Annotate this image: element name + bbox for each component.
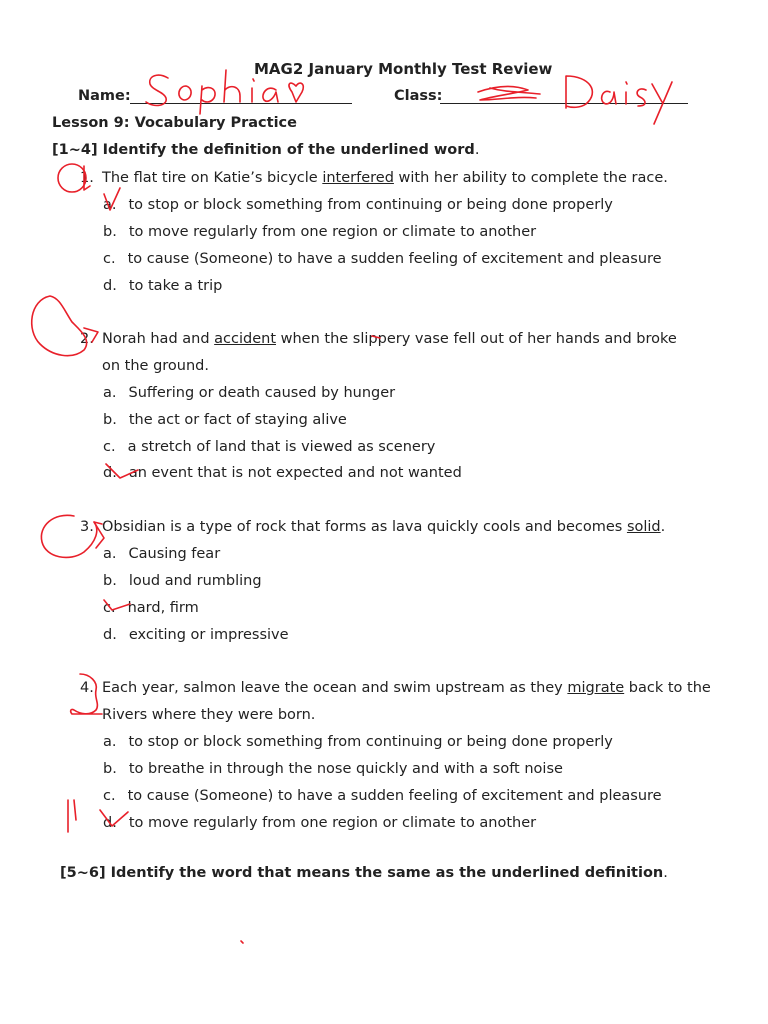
q4-number: 4.	[80, 680, 94, 696]
q4-underlined-word: migrate	[567, 680, 625, 696]
class-blank-line	[440, 89, 688, 104]
question-3	[80, 517, 94, 537]
q2-option-c	[103, 437, 435, 457]
option-text: Suffering or death caused by hunger	[128, 385, 396, 401]
q3-underlined-word: solid	[626, 519, 661, 535]
q2-option-a	[103, 383, 395, 403]
option-text: a stretch of land that is viewed as scenery	[127, 439, 436, 455]
section2-instruction	[60, 865, 668, 881]
option-text: to move regularly from one region or climate to another	[128, 815, 537, 831]
name-label: Name:	[78, 88, 131, 104]
q1-stem	[102, 168, 668, 188]
question-1	[80, 168, 94, 188]
q4-stem	[102, 678, 711, 698]
option-letter: c.	[103, 600, 116, 616]
class-label: Class:	[394, 88, 443, 104]
question-2	[80, 329, 94, 349]
option-letter: b.	[103, 224, 117, 240]
option-letter: d.	[103, 815, 117, 831]
option-text: exciting or impressive	[128, 627, 289, 643]
option-letter: d.	[103, 465, 117, 481]
q2-stem-line2: on the ground.	[102, 358, 209, 374]
q2-number: 2.	[80, 331, 94, 347]
option-letter: b.	[103, 573, 117, 589]
option-letter: b.	[103, 412, 117, 428]
q3-option-a	[103, 544, 220, 564]
q3-option-c	[103, 598, 199, 618]
q1-number: 1.	[80, 170, 94, 186]
q1-option-a	[103, 195, 613, 215]
section1-range: [1~4]	[52, 142, 98, 158]
option-text: to move regularly from one region or climate to another	[128, 224, 537, 240]
q3-option-d	[103, 625, 289, 645]
q3-pre: Obsidian is a type of rock that forms as lava quickly cools and becomes	[102, 519, 627, 535]
option-text: to cause (Someone) to have a sudden feeling of excitement and pleasure	[127, 788, 662, 804]
section1-text: Identify the definition of the underlined word	[102, 142, 475, 158]
option-text: to stop or block something from continuing or being done properly	[128, 734, 613, 750]
q2-post: when the slippery vase fell out of her hands and broke	[276, 331, 677, 347]
option-text: the act or fact of staying alive	[128, 412, 347, 428]
q2-stem	[102, 329, 677, 349]
option-text: to stop or block something from continuing or being done properly	[128, 197, 613, 213]
option-letter: a.	[103, 734, 117, 750]
q1-underlined-word: interfered	[322, 170, 394, 186]
option-letter: a.	[103, 546, 117, 562]
question-4	[80, 678, 94, 698]
option-letter: c.	[103, 439, 116, 455]
q1-option-b	[103, 222, 536, 242]
option-text: to take a trip	[128, 278, 223, 294]
section2-period: .	[663, 865, 668, 881]
option-text: to breathe in through the nose quickly and with a soft noise	[128, 761, 563, 777]
q1-post: with her ability to complete the race.	[393, 170, 668, 186]
option-text: loud and rumbling	[128, 573, 262, 589]
q2-underlined-word: accident	[214, 331, 277, 347]
option-letter: b.	[103, 761, 117, 777]
q4-option-a	[103, 732, 613, 752]
q3-post: .	[660, 519, 666, 535]
section1-instruction	[52, 142, 479, 158]
q4-option-c	[103, 786, 662, 806]
q1-option-d	[103, 276, 222, 296]
section2-text: Identify the word that means the same as the underlined definition	[110, 865, 664, 881]
option-letter: a.	[103, 385, 117, 401]
option-text: hard, firm	[127, 600, 199, 616]
lesson-heading: Lesson 9: Vocabulary Practice	[52, 115, 297, 131]
stray-ink-dot	[241, 941, 243, 943]
q4-option-d	[103, 813, 536, 833]
q4-pre: Each year, salmon leave the ocean and swim upstream as they	[102, 680, 568, 696]
q1-pre: The flat tire on Katie’s bicycle	[102, 170, 323, 186]
q2-option-b	[103, 410, 347, 430]
q3-number: 3.	[80, 519, 94, 535]
option-letter: c.	[103, 788, 116, 804]
option-letter: a.	[103, 197, 117, 213]
name-blank-line	[130, 89, 352, 104]
q4-post: back to the	[624, 680, 711, 696]
q2-option-d	[103, 463, 462, 483]
option-text: Causing fear	[128, 546, 221, 562]
q3-option-b	[103, 571, 262, 591]
q2-pre: Norah had and	[102, 331, 215, 347]
q1-option-c	[103, 249, 662, 269]
option-text: to cause (Someone) to have a sudden feeling of excitement and pleasure	[127, 251, 662, 267]
q3-stem	[102, 517, 665, 537]
q4-option-b	[103, 759, 563, 779]
q4-stem-line2: Rivers where they were born.	[102, 707, 316, 723]
option-letter: d.	[103, 627, 117, 643]
section1-period: .	[474, 142, 480, 158]
page-title: MAG2 January Monthly Test Review	[254, 60, 553, 78]
option-letter: d.	[103, 278, 117, 294]
option-letter: c.	[103, 251, 116, 267]
option-text: an event that is not expected and not wanted	[128, 465, 462, 481]
section2-range: [5~6]	[60, 865, 106, 881]
